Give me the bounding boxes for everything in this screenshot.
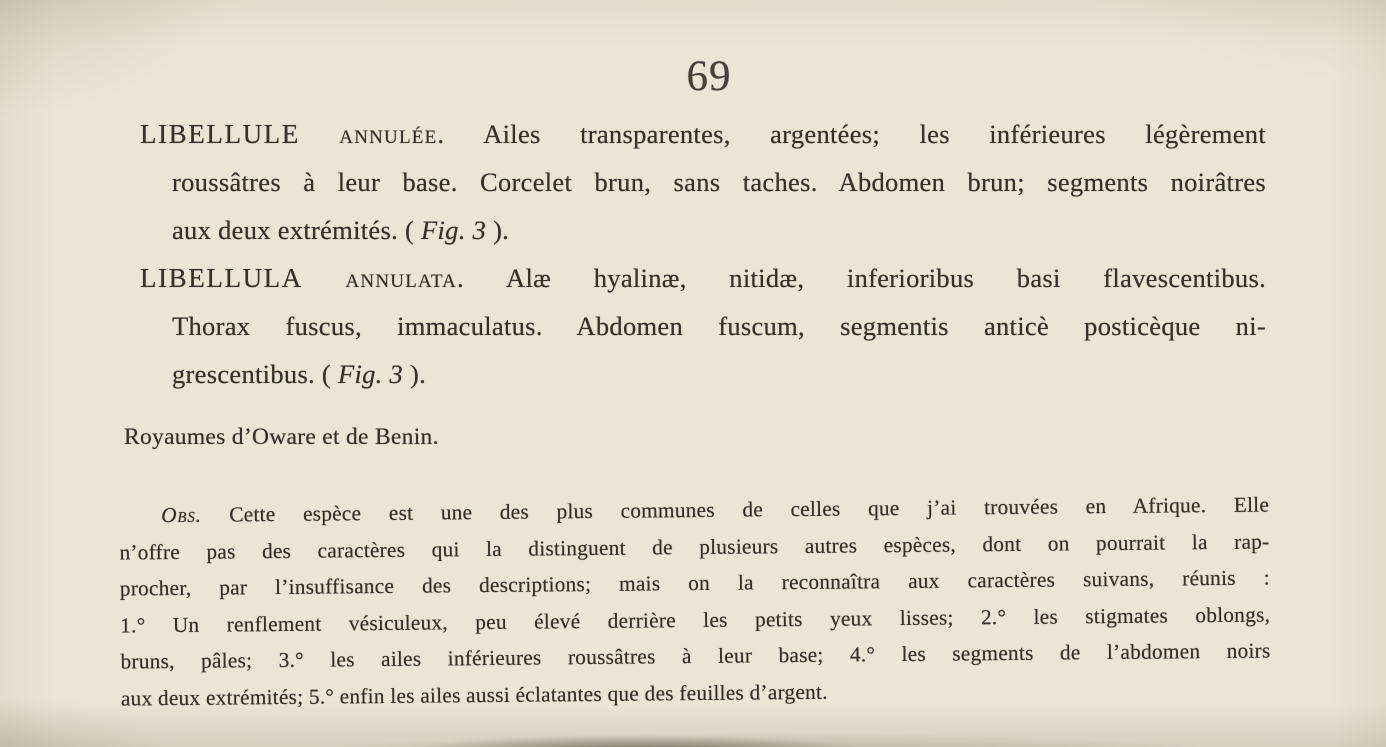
obs-text: bruns, pâles; 3.° les ailes inférieures roussâtres à leur base; 4.° les segments de l’abdomen noirs [120,638,1271,674]
entry-text: Ailes transparentes, argentées; les inférieures légèrement [483,119,1266,149]
entry-line [140,254,1266,302]
obs-text: procher, par l’insuffisance des descriptions; mais on la reconnaîtra aux caractères suivans, réunis : [119,565,1270,601]
entry-text: aux deux extrémités. ( [172,215,415,245]
genus-name-french: LIBELLULE [140,119,300,149]
entry-text: Alæ hyalinæ, nitidæ, inferioribus basi flavescentibus. [506,263,1266,293]
species-entry-latin [140,254,1266,398]
entry-text: grescentibus. ( [172,359,332,389]
page-number: 69 [686,53,732,100]
entry-line [140,206,1266,254]
entry-line [140,110,1266,158]
obs-text: n’offre pas des caractères qui la distinguent de plusieurs autres espèces, dont on pourrait la rap- [119,528,1270,565]
entry-line [140,350,1266,398]
obs-text: 1.° Un renflement vésiculeux, peu élevé derrière les petits yeux lisses; 2.° les stigmates oblongs, [120,601,1271,638]
entry-text: roussâtres à leur base. Corcelet brun, sans taches. Abdomen brun; segments noirâtres [172,167,1266,197]
locality-line: Royaumes d’Oware et de Benin. [124,424,439,450]
obs-text: aux deux extrémités; 5.° enfin les ailes aussi éclatantes que des feuilles d’argent. [120,679,828,711]
obs-text: Cette espèce est une des plus communes de celles que j’ai trouvées en Afrique. Elle [229,492,1270,527]
observations-paragraph [119,486,1271,716]
species-epithet-french: annulée. [339,119,446,149]
species-entry-french [140,110,1266,254]
entry-text: ). [493,215,510,245]
genus-name-latin: LIBELLULA [140,263,303,293]
entry-text: ). [410,359,427,389]
obs-label: Obs. [161,502,202,528]
species-entries [140,110,1266,398]
figure-reference: Fig. 3 [337,359,404,389]
figure-reference: Fig. 3 [421,215,487,245]
species-epithet-latin: annulata. [345,263,465,293]
entry-text: Thorax fuscus, immaculatus. Abdomen fuscum, segmentis anticè posticèque ni- [172,311,1266,341]
